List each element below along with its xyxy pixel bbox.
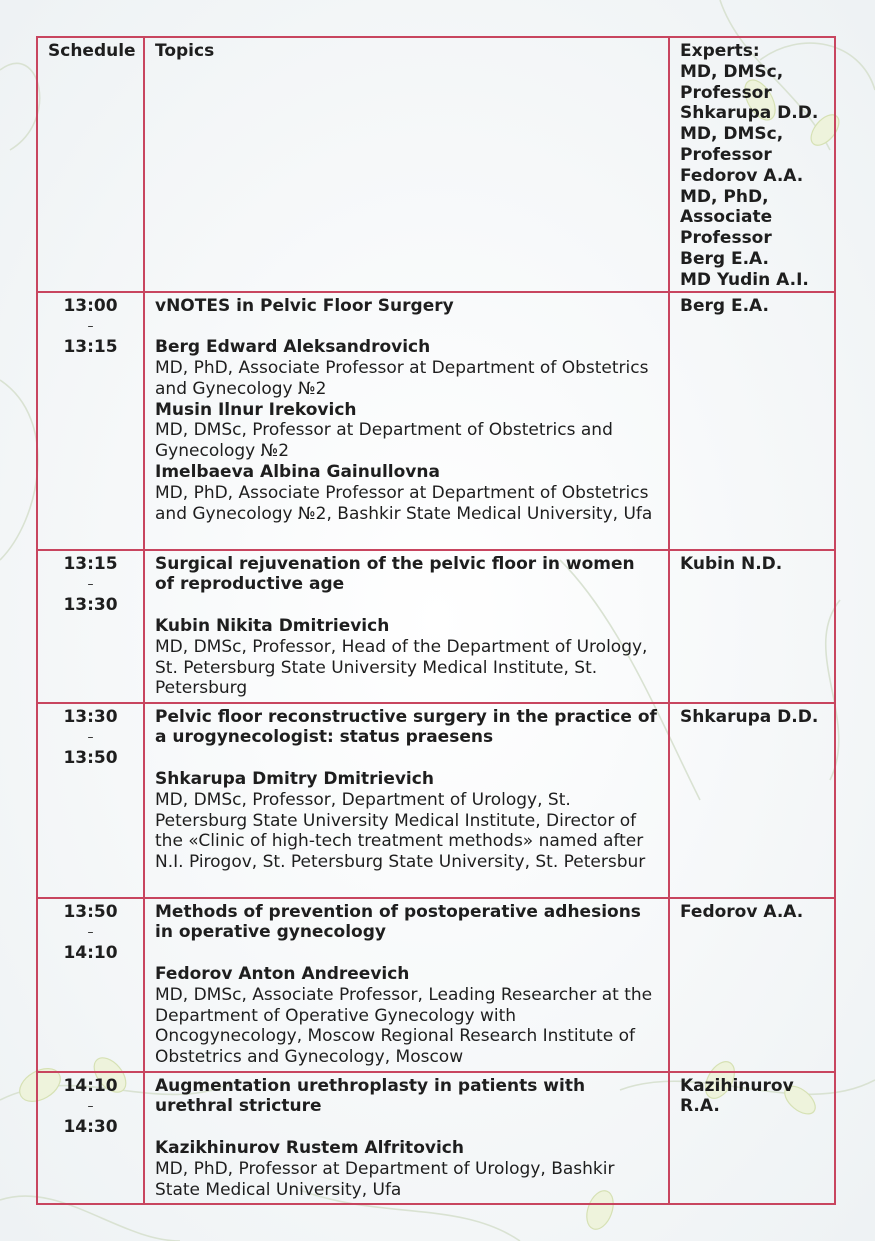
speaker-name: Musin Ilnur Irekovich [155,399,357,420]
end-time: 14:30 [63,1117,118,1138]
time-dash: – [87,577,94,592]
start-time: 13:30 [63,706,118,727]
topic-title: Methods of prevention of postoperative adhesions in operative gynecology [155,901,641,943]
experts-line: MD Yudin A.I. [680,269,809,290]
speaker-info: MD, DMSc, Professor at Department of Obstetrics and Gynecology №2 [155,420,613,462]
header-row [37,37,835,292]
table-row [37,898,835,1072]
speaker-name: Shkarupa Dmitry Dmitrievich [155,768,434,789]
speaker-info: MD, DMSc, Associate Professor, Leading Researcher at the Department of Operative Gynecology with Oncogynecology, Moscow Regional Research Institute of Obstetrics and Gynecology, Moscow [155,984,653,1068]
experts-line: Shkarupa D.D. [680,103,819,124]
speaker-name: Kubin Nikita Dmitrievich [155,615,390,636]
topic-cell [144,292,669,550]
topic-title: Surgical rejuvenation of the pelvic floor in women of reproductive age [155,553,635,595]
time-cell [37,292,144,550]
expert-cell: Kubin N.D. [669,550,835,703]
topic-title: vNOTES in Pelvic Floor Surgery [155,295,454,316]
end-time: 14:10 [63,943,118,964]
speaker-info: MD, DMSc, Professor, Head of the Department of Urology, St. Petersburg State University Medical Institute, St. Petersburg [155,636,648,699]
table-row [37,1072,835,1204]
time-dash: – [87,319,94,334]
schedule-header: Schedule [37,37,144,292]
speaker-name: Imelbaeva Albina Gainullovna [155,461,440,482]
speaker-info: MD, DMSc, Professor, Department of Urology, St. Petersburg State University Medical Institute, Director of the «Clinic of high-tech treatment methods» named after N.I. Pirogov, St. Petersburg State University, St. Petersbur [155,789,646,873]
time-cell [37,703,144,898]
topic-cell [144,703,669,898]
experts-line: MD, PhD, [680,186,769,207]
experts-line: MD, DMSc, [680,61,784,82]
experts-line: Associate [680,207,773,228]
experts-line: Professor [680,82,772,103]
expert-cell: Kazihinurov R.A. [669,1072,835,1204]
time-cell [37,898,144,1072]
speaker-name: Fedorov Anton Andreevich [155,963,410,984]
experts-line: MD, DMSc, [680,124,784,145]
speaker-info: MD, PhD, Associate Professor at Department of Obstetrics and Gynecology №2, Bashkir State Medical University, Ufa [155,482,653,524]
experts-line: Professor [680,144,772,165]
experts-header [669,37,835,292]
end-time: 13:30 [63,595,118,616]
speaker-name: Berg Edward Aleksandrovich [155,337,431,358]
schedule-table [36,36,836,1205]
table-row [37,550,835,703]
table-row [37,703,835,898]
experts-line: Fedorov A.A. [680,165,804,186]
experts-line: Professor [680,228,772,249]
experts-line: Berg E.A. [680,248,769,269]
topic-title: Augmentation urethroplasty in patients with urethral stricture [155,1075,586,1117]
speaker-info: MD, PhD, Professor at Department of Urology, Bashkir State Medical University, Ufa [155,1158,615,1200]
start-time: 13:50 [63,901,118,922]
topic-cell [144,1072,669,1204]
experts-line: Experts: [680,41,760,61]
end-time: 13:15 [63,337,118,358]
expert-cell: Fedorov A.A. [669,898,835,1072]
start-time: 13:00 [63,295,118,316]
end-time: 13:50 [63,748,118,769]
start-time: 14:10 [63,1075,118,1096]
time-dash: – [87,730,94,745]
time-cell [37,550,144,703]
topic-title: Pelvic floor reconstructive surgery in the practice of a urogynecologist: status praesens [155,706,657,748]
time-dash: – [87,925,94,940]
expert-cell: Shkarupa D.D. [669,703,835,898]
start-time: 13:15 [63,553,118,574]
time-dash: – [87,1099,94,1114]
topic-cell [144,898,669,1072]
speaker-name: Kazikhinurov Rustem Alfritovich [155,1137,464,1158]
speaker-info: MD, PhD, Associate Professor at Department of Obstetrics and Gynecology №2 [155,357,649,399]
expert-cell: Berg E.A. [669,292,835,550]
topic-cell [144,550,669,703]
table-row [37,292,835,550]
time-cell [37,1072,144,1204]
topics-header: Topics [144,37,669,292]
